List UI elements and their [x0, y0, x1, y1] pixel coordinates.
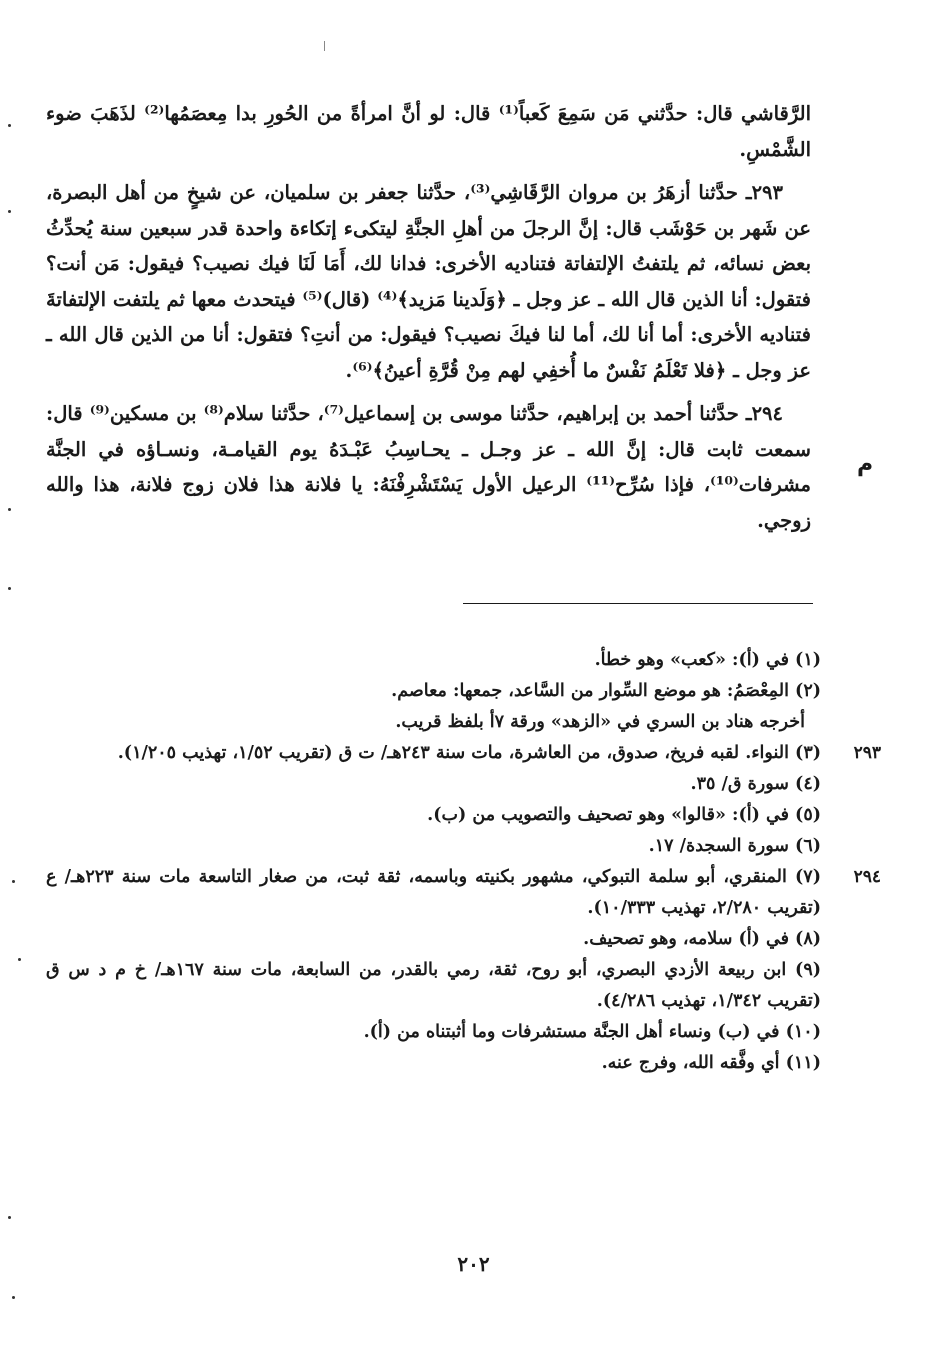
footnote-2-source — [46, 707, 821, 738]
footnote-text: (٧) المنقري، أبو سلمة التبوكي، مشهور بكنيته وباسمه، ثقة ثبت، من صغار التاسعة مات سنة ٢٢٣هـ/ ع (تقريب ٢/٢٨٠، تهذيب ١٠/٣٣٣). — [46, 867, 821, 918]
hadith-294: ٢٩٤ـ حدَّثنا أحمد بن إبراهيم، حدَّثنا موسى بن إسماعيل⁽⁷⁾، حدَّثنا سلام⁽⁸⁾ بن مسكين⁽⁹⁾ قال: سمعت ثابت قال: إنَّ الله ـ عز وجـل ـ يحـاسِبُ عَبْـدَهُ يوم القيامـة، ونسـاؤه في الجنَّة مشرفات⁽¹⁰⁾، فإذا سُرِّح⁽¹¹⁾ الرعيل الأول يَسْتَشْرِفْنَهُ: يا فلانة هذا فلان زوج فلانة، هذا والله زوجي. — [46, 402, 811, 532]
footnote-divider — [463, 603, 813, 604]
footnote-text: (٢) المِعْصَمُ: هو موضع السِّوار من السَّاعد، جمعها: معاصم. — [391, 681, 821, 701]
scan-speck — [18, 958, 21, 961]
scan-speck — [12, 1296, 15, 1299]
footnote-6 — [46, 831, 821, 862]
footnote-8 — [46, 924, 821, 955]
footnote-3 — [46, 738, 881, 769]
main-text — [46, 96, 811, 546]
page-tick-mark — [324, 41, 325, 51]
footnote-text: (٨) في (أ) سلامه، وهو تصحيف. — [583, 929, 821, 949]
page-number: ٢٠٢ — [457, 1252, 490, 1276]
footnote-5 — [46, 800, 821, 831]
footnote-7 — [46, 862, 881, 924]
scan-speck — [8, 508, 11, 511]
footnote-text: (٦) سورة السجدة/ ١٧. — [648, 836, 821, 856]
margin-hadith-number: ٢٩٣ — [853, 743, 881, 763]
footnote-text: (٣) النواء. لقبه فريخ، صدوق، من العاشرة، مات سنة ٢٤٣هـ/ ت ق (تقريب ١/٥٢، تهذيب ١/٢٠٥). — [117, 743, 821, 763]
footnote-10 — [46, 1017, 821, 1048]
margin-hadith-number: ٢٩٤ — [853, 867, 881, 887]
footnote-text: أخرجه هناد بن السري في «الزهد» ورقة ٧أ بلفظ قريب. — [395, 712, 805, 732]
paragraph-continuation: الرَّقاشي قال: حدَّثني مَن سَمِعَ كَعباً⁽¹⁾ قال: لو أنَّ امرأةً من الحُورِ بدا مِعصَمُها⁽²⁾ لذَهَبَ ضوء الشَّمْسِ. — [46, 102, 812, 161]
footnote-1 — [46, 645, 821, 676]
hadith-293: ٢٩٣ـ حدَّثنا أزهَرُ بن مروان الرَّقَاشِي⁽³⁾، حدَّثنا جعفر بن سلميان، عن شيخٍ من أهل البصرة، عن شَهر بن حَوْشَب قال: إنَّ الرجلَ من أهلِ الجنَّةِ ليتكىء إتكاءة واحدة قدر سبعين سنة يُحدِّثُ بعض نسائه، ثم يلتفتُ الإلتفاتة فتناديه الأخرى: فدانا لك، أَمَا لَنَا فيك نصيب؟ فيقول: مَن أنت؟ فتقول: أنا الذين قال الله ـ عز وجل ـ ﴿وَلَدينا مَزيد﴾⁽⁴⁾ (قال)⁽⁵⁾ فيتحدث معها ثم يلتفت الإلتفاتةَ فتناديه الأخرى: أما أنا لك، أما لنا فيكَ نصيب؟ فيقول: من أنتِ؟ فتقول: أنا من الذين قال الله ـ عز وجل ـ ﴿فلا تَعْلَمُ نَفْسٌ ما أُخفِي لهم مِنْ قُرَّةِ أعينُ﴾⁽⁶⁾. — [46, 181, 811, 382]
footnote-4 — [46, 769, 821, 800]
footnote-9 — [46, 955, 821, 1017]
scan-speck — [12, 880, 15, 883]
scan-speck — [8, 587, 11, 590]
footnote-2 — [46, 676, 821, 707]
footnote-text: (١) في (أ): «كعب» وهو خطأ. — [594, 650, 821, 670]
scan-speck — [8, 210, 11, 213]
footnote-text: (٥) في (أ): «قالوا» وهو تصحيف والتصويب من (ب). — [427, 805, 821, 825]
footnote-11 — [46, 1048, 821, 1079]
scan-speck — [8, 124, 11, 127]
footnote-text: (١١) أي وفَّقه الله، وفرج عنه. — [601, 1053, 821, 1073]
margin-mark: م — [857, 452, 874, 477]
scan-speck — [8, 1216, 11, 1219]
footnote-text: (٤) سورة ق/ ٣٥. — [690, 774, 821, 794]
footnote-text: (١٠) في (ب) ونساء أهل الجنَّة مستشرفات وما أثبتناه من (أ). — [363, 1022, 821, 1042]
footnotes — [46, 645, 881, 1079]
footnote-text: (٩) ابن ربيعة الأزدي البصري، أبو روح، ثقة، رمي بالقدر، من السابعة، مات سنة ١٦٧هـ/ خ م د س ق (تقريب ١/٣٤٢، تهذيب ٤/٢٨٦). — [46, 960, 821, 1011]
